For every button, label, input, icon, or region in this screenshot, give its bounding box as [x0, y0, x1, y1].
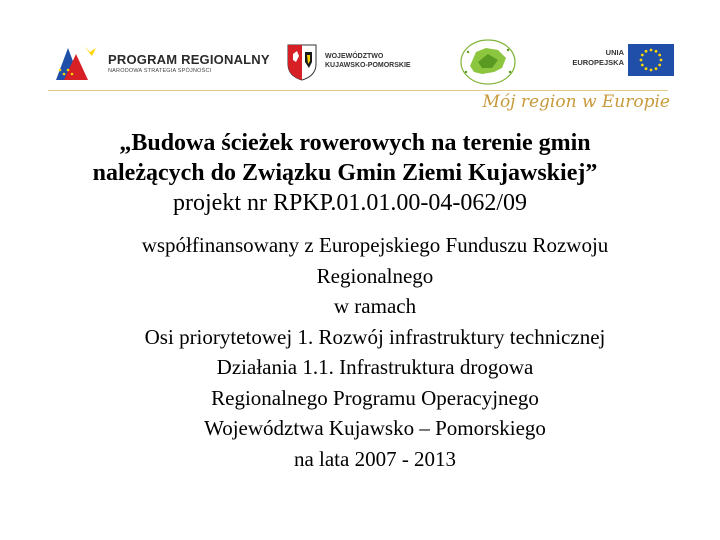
title-line-1: „Budowa ścieżek rowerowych na terenie gmin — [119, 130, 591, 156]
program-regionalny-emblem-icon — [50, 40, 100, 84]
eu-line2: EUROPEJSKA — [572, 58, 624, 67]
eu-line1: UNIA — [605, 48, 624, 57]
program-subtitle: NARODOWA STRATEGIA SPÓJNOŚCI — [108, 68, 212, 74]
logo-bar — [40, 38, 680, 86]
header-divider — [48, 90, 668, 91]
body-line-8: na lata 2007 - 2013 — [293, 446, 457, 471]
body-line-5: Działania 1.1. Infrastruktura drogowa — [216, 355, 534, 379]
project-title — [0, 128, 720, 218]
title-line-2: należących do Związku Gmin Ziemi Kujawskiej” — [92, 160, 598, 186]
funding-description — [0, 230, 720, 474]
slogan: Mój region w Europie — [482, 92, 670, 112]
program-name: PROGRAM REGIONALNY — [108, 52, 270, 67]
voivodeship-logo — [285, 38, 435, 86]
body-line-4: Osi priorytetowej 1. Rozwój infrastruktury technicznej — [144, 324, 606, 349]
eu-logo — [540, 38, 675, 86]
voivodeship-line2: KUJAWSKO-POMORSKIE — [325, 62, 411, 69]
body-line-2: Regionalnego — [316, 263, 434, 288]
eu-flag-icon — [628, 44, 674, 76]
voivodeship-line1: WOJEWÓDZTWO — [325, 53, 384, 60]
body-line-3: w ramach — [333, 294, 417, 318]
eu-name — [552, 48, 624, 68]
program-regionalny-logo — [50, 38, 275, 86]
coat-of-arms-icon — [285, 42, 319, 82]
body-line-1: współfinansowany z Europejskiego Funduszu Rozwoju — [141, 233, 609, 257]
body-line-7: Województwa Kujawsko – Pomorskiego — [204, 416, 546, 440]
project-number: projekt nr RPKP.01.01.00-04-062/09 — [173, 190, 527, 216]
green-region-emblem-icon — [458, 38, 518, 86]
regional-emblem-logo — [458, 38, 518, 86]
voivodeship-name — [325, 52, 411, 70]
body-line-6: Regionalnego Programu Operacyjnego — [211, 385, 539, 410]
